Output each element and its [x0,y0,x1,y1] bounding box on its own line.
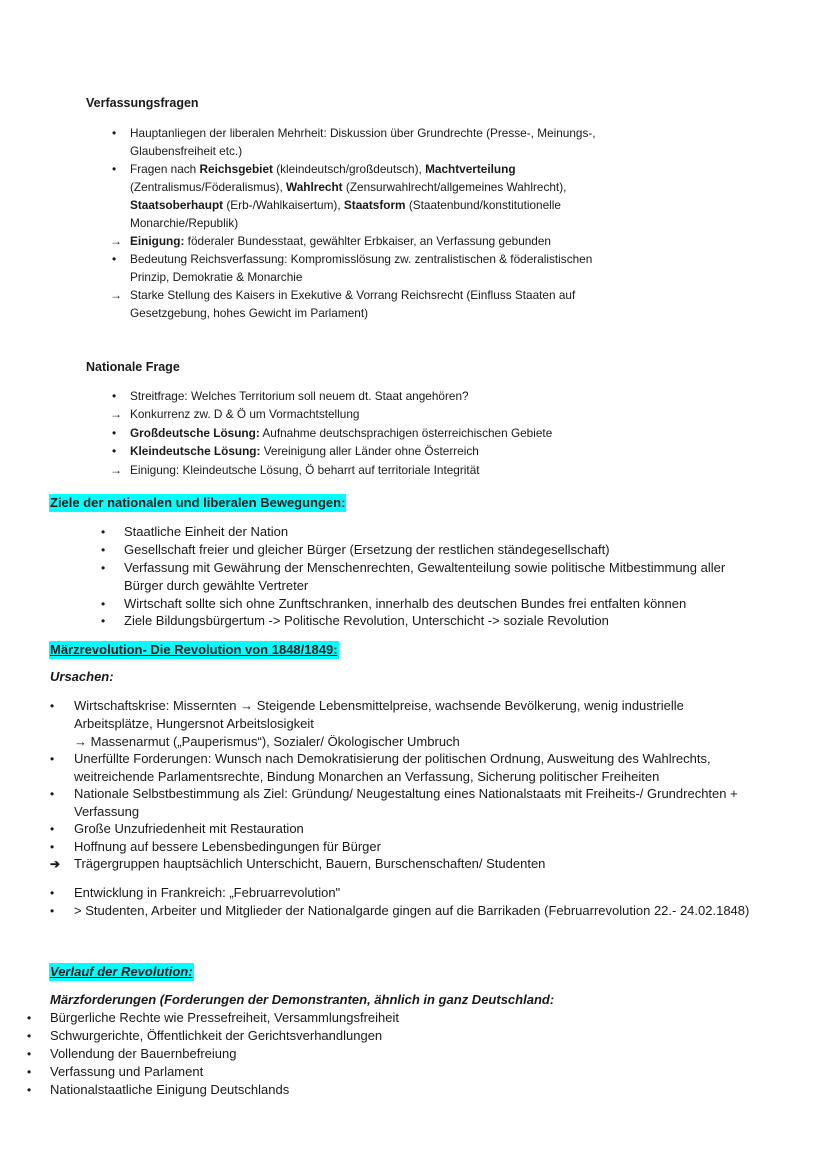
bullet-marker: • [27,1047,32,1061]
list-item-cont: Monarchie/Republik) [130,216,239,230]
bullet-marker: • [101,614,106,628]
bullet-marker: • [27,1083,32,1097]
list-item: Bedeutung Reichsverfassung: Kompromisslösung zw. zentralistischen & föderalistischen [130,252,593,266]
list-item: Ziele Bildungsbürgertum -> Politische Revolution, Unterschicht -> soziale Revolution [124,613,609,628]
list-item: Hauptanliegen der liberalen Mehrheit: Diskussion über Grundrechte (Presse-, Meinungs-, [130,126,596,140]
bullet-marker: • [101,525,106,539]
bullet-marker: • [50,904,55,918]
list-item: Entwicklung in Frankreich: „Februarrevolution" [74,885,341,900]
arrow-marker: → [110,234,122,248]
list-item-cont: Arbeitsplätze, Hungersnot Arbeitslosigkeit [74,716,314,731]
list-item-cont: Verfassung [74,804,140,819]
list-item: Streitfrage: Welches Territorium soll neuem dt. Staat angehören? [130,389,469,403]
heading-ziele: Ziele der nationalen und liberalen Bewegungen: [50,495,346,510]
heading-maerzrevolution: Märzrevolution- Die Revolution von 1848/1849: [50,642,338,657]
bullet-marker: • [50,752,55,766]
list-item: Fragen nach Reichsgebiet (kleindeutsch/großdeutsch), Machtverteilung [130,162,516,176]
list-item: Konkurrenz zw. D & Ö um Vormachtstellung [130,407,360,421]
bullet-marker: • [112,426,117,440]
list-item-cont: Staatsoberhaupt (Erb-/Wahlkaisertum), Staatsform (Staatenbund/konstitutionelle [130,198,561,212]
list-item: Gesellschaft freier und gleicher Bürger (Ersetzung der restlichen ständegesellschaft) [124,542,610,557]
list-item: Einigung: föderaler Bundesstaat, gewählter Erbkaiser, an Verfassung gebunden [130,234,551,248]
list-item: > Studenten, Arbeiter und Mitglieder der Nationalgarde gingen auf die Barrikaden (Februarrevolution 22.- 24.02.1848) [74,903,750,918]
bullet-marker: • [112,444,117,458]
bullet-marker: • [112,252,117,266]
list-item-cont: (Zentralismus/Föderalismus), Wahlrecht (Zensurwahlrecht/allgemeines Wahlrecht), [130,180,567,194]
list-item: Einigung: Kleindeutsche Lösung, Ö beharrt auf territoriale Integrität [130,463,480,477]
list-item: Nationalstaatliche Einigung Deutschlands [50,1082,290,1097]
list-item: Große Unzufriedenheit mit Restauration [74,821,304,836]
heading-verlauf: Verlauf der Revolution: [50,964,193,979]
subheading-maerzforderungen: Märzforderungen (Forderungen der Demonstranten, ähnlich in ganz Deutschland: [50,992,555,1007]
list-item: Unerfüllte Forderungen: Wunsch nach Demokratisierung der politischen Ordnung, Ausweitung des Wahlrechts, [74,751,711,766]
bullet-marker: • [27,1029,32,1043]
bullet-marker: • [27,1011,32,1025]
bullet-marker: • [50,822,55,836]
list-item: Wirtschaft sollte sich ohne Zunftschranken, innerhalb des deutschen Bundes frei entfalten können [124,596,687,611]
list-item: Trägergruppen hauptsächlich Unterschicht, Bauern, Burschenschaften/ Studenten [74,856,546,871]
list-item: Wirtschaftskrise: Missernten → Steigende Lebensmittelpreise, wachsende Bevölkerung, wenig industrielle [74,698,684,713]
list-item: Bürgerliche Rechte wie Pressefreiheit, Versammlungsfreiheit [50,1010,399,1025]
arrow-marker: → [110,463,122,477]
bullet-marker: • [50,699,55,713]
list-item-cont: Bürger durch gewählte Vertreter [124,578,309,593]
bullet-marker: • [101,543,106,557]
bullet-marker: • [112,389,117,403]
list-item-cont: → Massenarmut („Pauperismus“), Sozialer/ Ökologischer Umbruch [74,734,460,749]
list-item: Hoffnung auf bessere Lebensbedingungen für Bürger [74,839,381,854]
bullet-marker: • [101,561,106,575]
arrow-marker: → [110,288,122,302]
list-item: Großdeutsche Lösung: Aufnahme deutschsprachigen österreichischen Gebiete [130,426,553,440]
bullet-marker: • [101,597,106,611]
list-item-cont: Gesetzgebung, hohes Gewicht im Parlament) [130,306,369,320]
bullet-marker: • [50,787,55,801]
arrow-marker: ➔ [50,857,61,871]
list-item-cont: weitreichende Parlamentsrechte, Bindung Monarchen an Verfassung, Sicherung politischer Freiheiten [74,769,660,784]
subheading-ursachen: Ursachen: [50,669,114,684]
list-item: Kleindeutsche Lösung: Vereinigung aller Länder ohne Österreich [130,444,479,458]
arrow-marker: → [110,407,122,421]
bullet-marker: • [50,840,55,854]
section-title-nationale-frage: Nationale Frage [86,360,180,374]
list-item: Nationale Selbstbestimmung als Ziel: Gründung/ Neugestaltung eines Nationalstaats mit Freiheits-/ Grundrechten + [74,786,738,801]
bullet-marker: • [50,886,55,900]
list-item: Vollendung der Bauernbefreiung [50,1046,237,1061]
list-item: Starke Stellung des Kaisers in Exekutive & Vorrang Reichsrecht (Einfluss Staaten auf [130,288,576,302]
list-item: Verfassung und Parlament [50,1064,204,1079]
list-item: Verfassung mit Gewährung der Menschenrechten, Gewaltenteilung sowie politische Mitbestimmung aller [124,560,726,575]
bullet-marker: • [27,1065,32,1079]
list-item-cont: Glaubensfreiheit etc.) [130,144,243,158]
list-item: Staatliche Einheit der Nation [124,524,289,539]
list-item-cont: Prinzip, Demokratie & Monarchie [130,270,303,284]
bullet-marker: • [112,162,117,176]
section-title-verfassungsfragen: Verfassungsfragen [86,96,199,110]
bullet-marker: • [112,126,117,140]
list-item: Schwurgerichte, Öffentlichkeit der Gerichtsverhandlungen [50,1028,383,1043]
